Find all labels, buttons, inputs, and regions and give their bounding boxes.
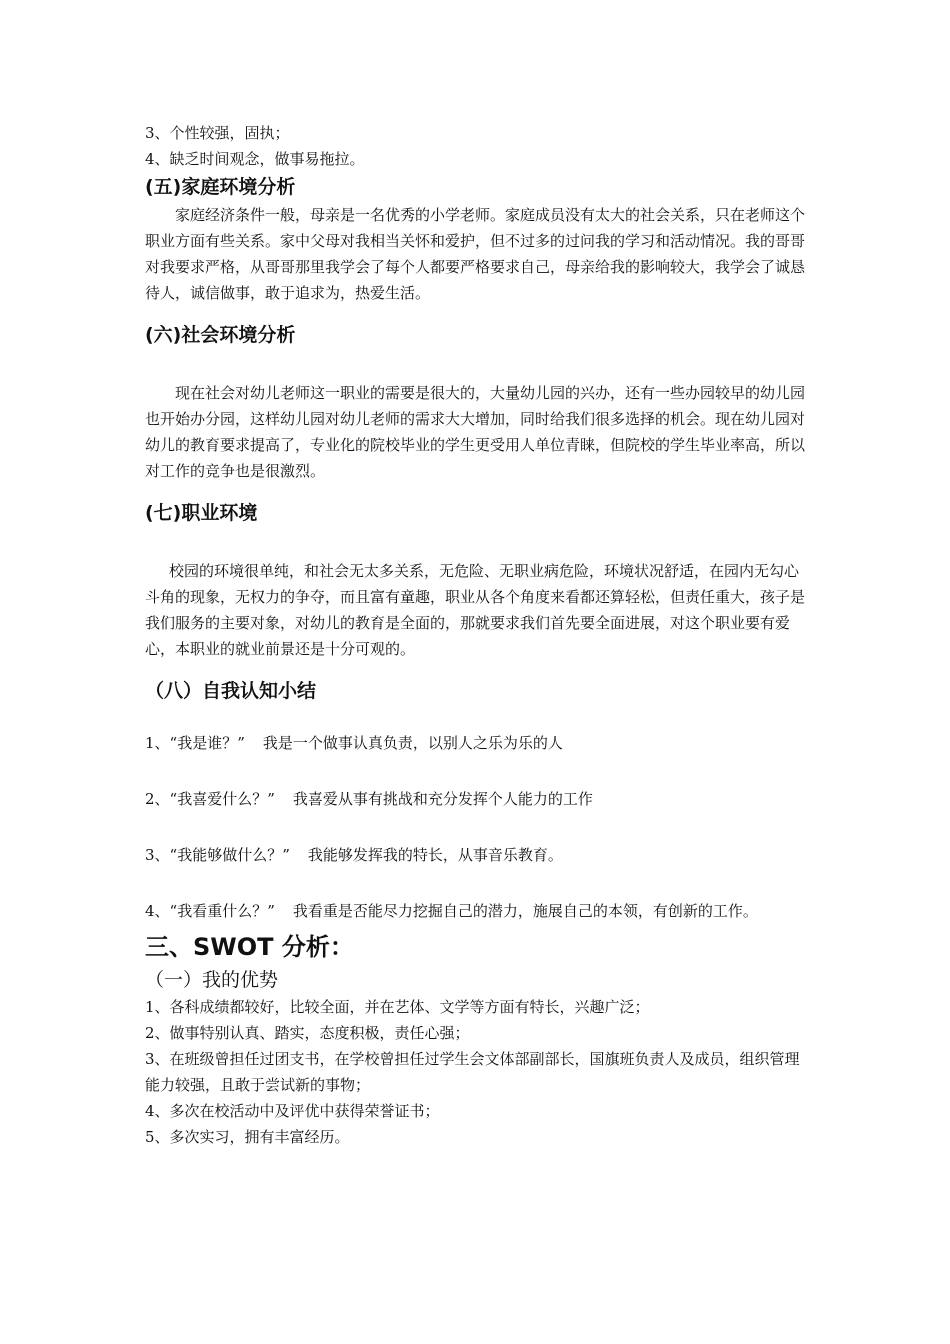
weakness-item: 4、缺乏时间观念，做事易拖拉。 [145,150,365,168]
self-summary-heading: （八）自我认知小结 [145,680,317,702]
strength-item: 2、做事特别认真、踏实，态度积极，责任心强； [145,1024,470,1042]
strength-item: 3、在班级曾担任过团支书，在学校曾担任过学生会文体部副部长，国旗班负责人及成员，组织管理能力较强，且敢于尝试新的事物； [145,1050,800,1094]
family-heading: (五)家庭环境分析 [145,176,296,198]
swot-heading: 三、SWOT 分析： [145,933,354,961]
self-summary-item: 1、“我是谁？” 我是一个做事认真负责，以别人之乐为乐的人 [145,734,563,752]
social-text: 现在社会对幼儿老师这一职业的需要是很大的，大量幼儿园的兴办，还有一些办园较早的幼儿园也开始办分园，这样幼儿园对幼儿老师的需求大大增加，同时给我们很多选择的机会。现在幼儿园对幼儿的教育要求提高了，专业化的院校毕业的学生更受用人单位青睐，但院校的学生毕业率高，所以对工作的竞争也是很激烈。 [145,384,806,480]
career-text: 校园的环境很单纯，和社会无太多关系，无危险、无职业病危险，环境状况舒适，在园内无勾心斗角的现象，无权力的争夺，而且富有童趣，职业从各个角度来看都还算轻松，但责任重大，孩子是我们服务的主要对象，对幼儿的教育是全面的，那就要求我们首先要全面进展，对这个职业要有爱心，本职业的就业前景还是十分可观的。 [145,562,806,658]
career-heading: (七)职业环境 [145,502,258,524]
weakness-item: 3、个性较强，固执； [145,124,290,142]
family-text: 家庭经济条件一般，母亲是一名优秀的小学老师。家庭成员没有太大的社会关系，只在老师这个职业方面有些关系。家中父母对我相当关怀和爱护，但不过多的过问我的学习和活动情况。我的哥哥对我要求严格，从哥哥那里我学会了每个人都要严格要求自己，母亲给我的影响较大，我学会了诚恳待人，诚信做事，敢于追求为，热爱生活。 [145,206,806,302]
strength-item: 1、各科成绩都较好，比较全面，并在艺体、文学等方面有特长，兴趣广泛； [145,998,650,1016]
document-page [145,120,810,1150]
self-summary-item: 4、“我看重什么？” 我看重是否能尽力挖掘自己的潜力，施展自己的本领，有创新的工作。 [145,902,758,920]
strength-item: 5、多次实习，拥有丰富经历。 [145,1128,350,1146]
self-summary-item: 2、“我喜爱什么？” 我喜爱从事有挑战和充分发挥个人能力的工作 [145,790,593,808]
strength-item: 4、多次在校活动中及评优中获得荣誉证书； [145,1102,440,1120]
self-summary-item: 3、“我能够做什么？” 我能够发挥我的特长，从事音乐教育。 [145,846,563,864]
social-heading: (六)社会环境分析 [145,324,296,346]
strength-heading: （一）我的优势 [145,969,279,991]
